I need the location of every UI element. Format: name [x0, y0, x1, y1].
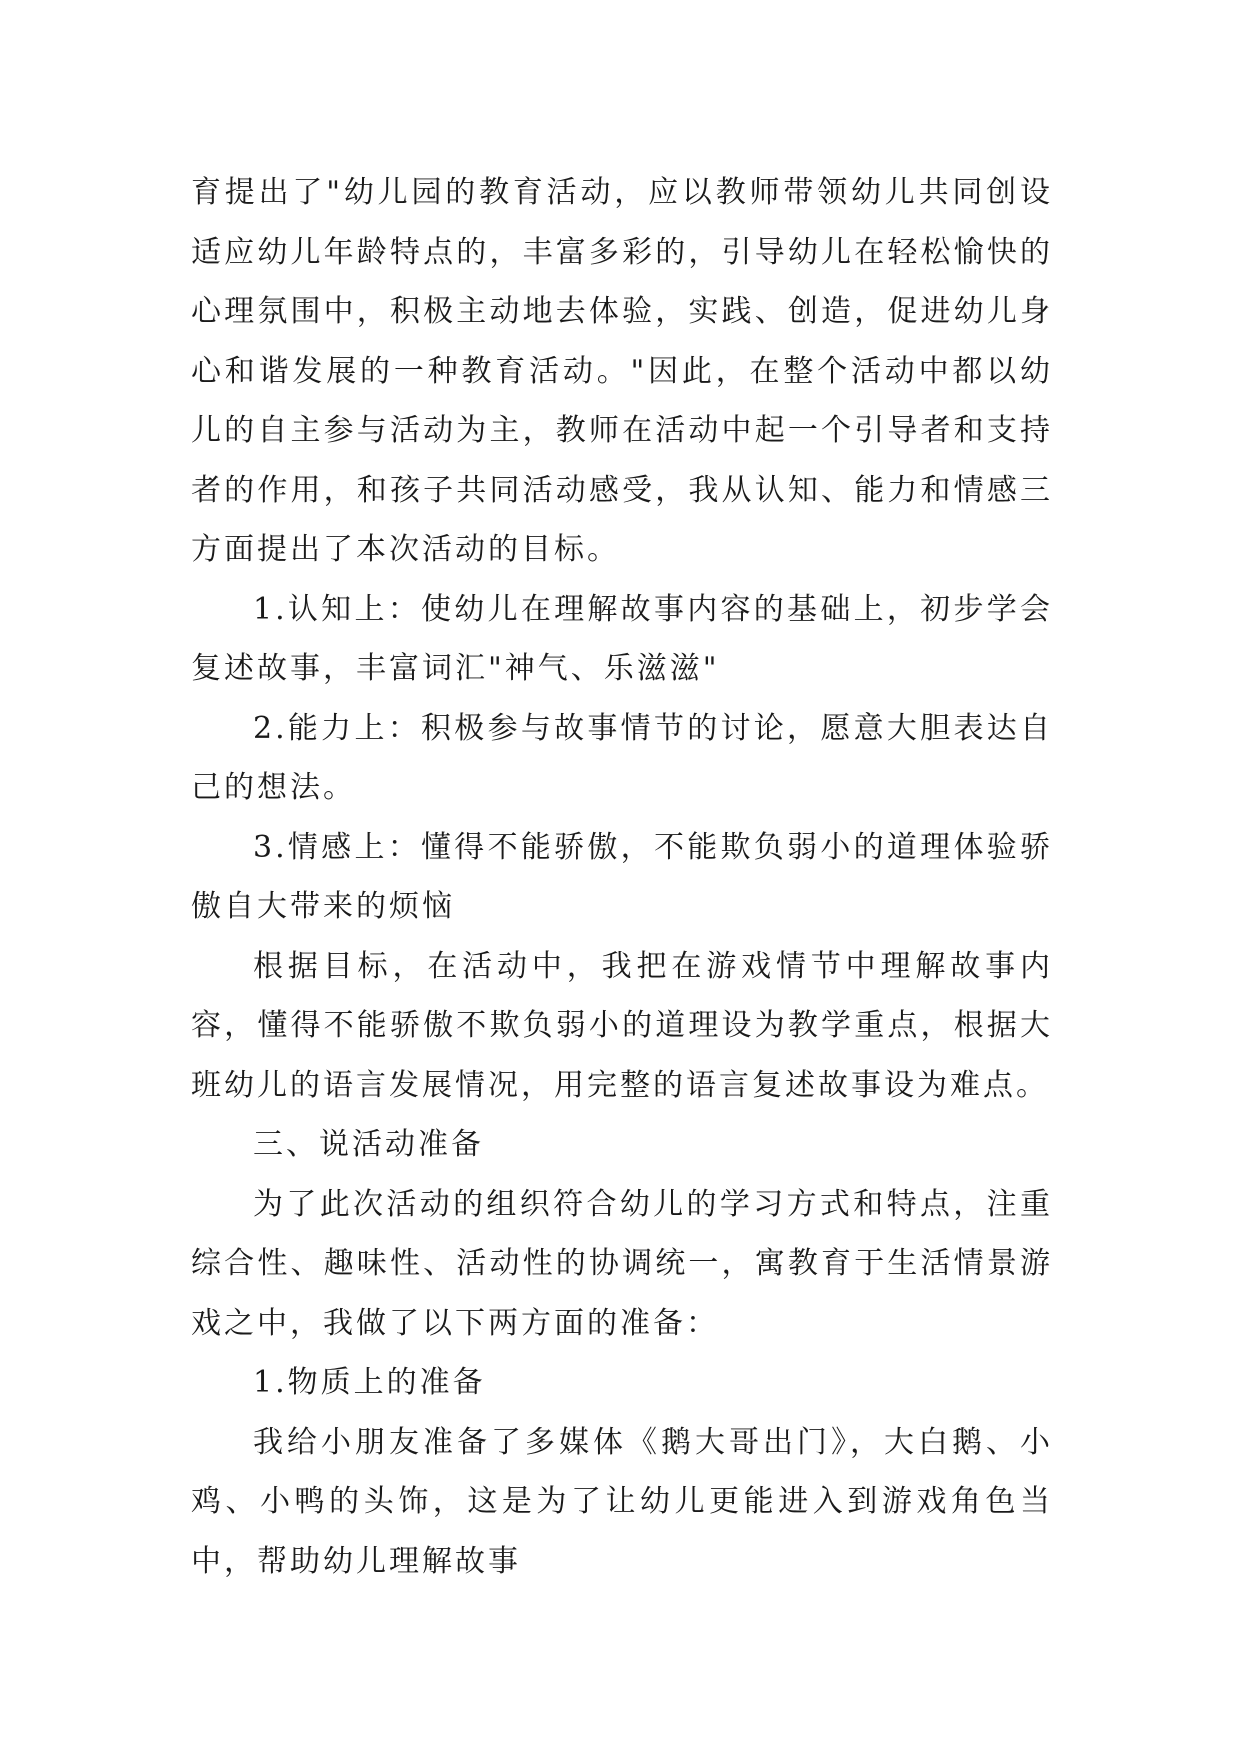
paragraph-preparation-intro: 为了此次活动的组织符合幼儿的学习方式和特点，注重综合性、趣味性、活动性的协调统一，寓教育于生活情景游戏之中，我做了以下两方面的准备： [191, 1186, 1053, 1341]
paragraph-goals-intro: 育提出了"幼儿园的教育活动，应以教师带领幼儿共同创设适应幼儿年龄特点的，丰富多彩的，引导幼儿在轻松愉快的心理氛围中，积极主动地去体验，实践、创造，促进幼儿身心和谐发展的一种教育活动。"因此，在整个活动中都以幼儿的自主参与活动为主，教师在活动中起一个引导者和支持者的作用，和孩子共同活动感受，我从认知、能力和情感三方面提出了本次活动的目标。 [191, 175, 1053, 567]
paragraph-key-points: 根据目标，在活动中，我把在游戏情节中理解故事内容，懂得不能骄傲不欺负弱小的道理设为教学重点，根据大班幼儿的语言发展情况，用完整的语言复述故事设为难点。 [191, 948, 1053, 1103]
paragraph-goal-ability: 2.能力上：积极参与故事情节的讨论，愿意大胆表达自己的想法。 [191, 710, 1053, 805]
paragraph-goal-emotion: 3.情感上：懂得不能骄傲，不能欺负弱小的道理体验骄傲自大带来的烦恼 [191, 829, 1053, 924]
paragraph-goal-cognition: 1.认知上：使幼儿在理解故事内容的基础上，初步学会复述故事，丰富词汇"神气、乐滋滋" [191, 591, 1053, 686]
section-heading-preparation: 三、说活动准备 [253, 1127, 484, 1162]
paragraph-material-preparation: 我给小朋友准备了多媒体《鹅大哥出门》，大白鹅、小鸡、小鸭的头饰，这是为了让幼儿更能进入到游戏角色当中，帮助幼儿理解故事 [191, 1424, 1053, 1579]
subheading-material-preparation: 1.物质上的准备 [253, 1365, 486, 1400]
document-body [191, 163, 1053, 1591]
